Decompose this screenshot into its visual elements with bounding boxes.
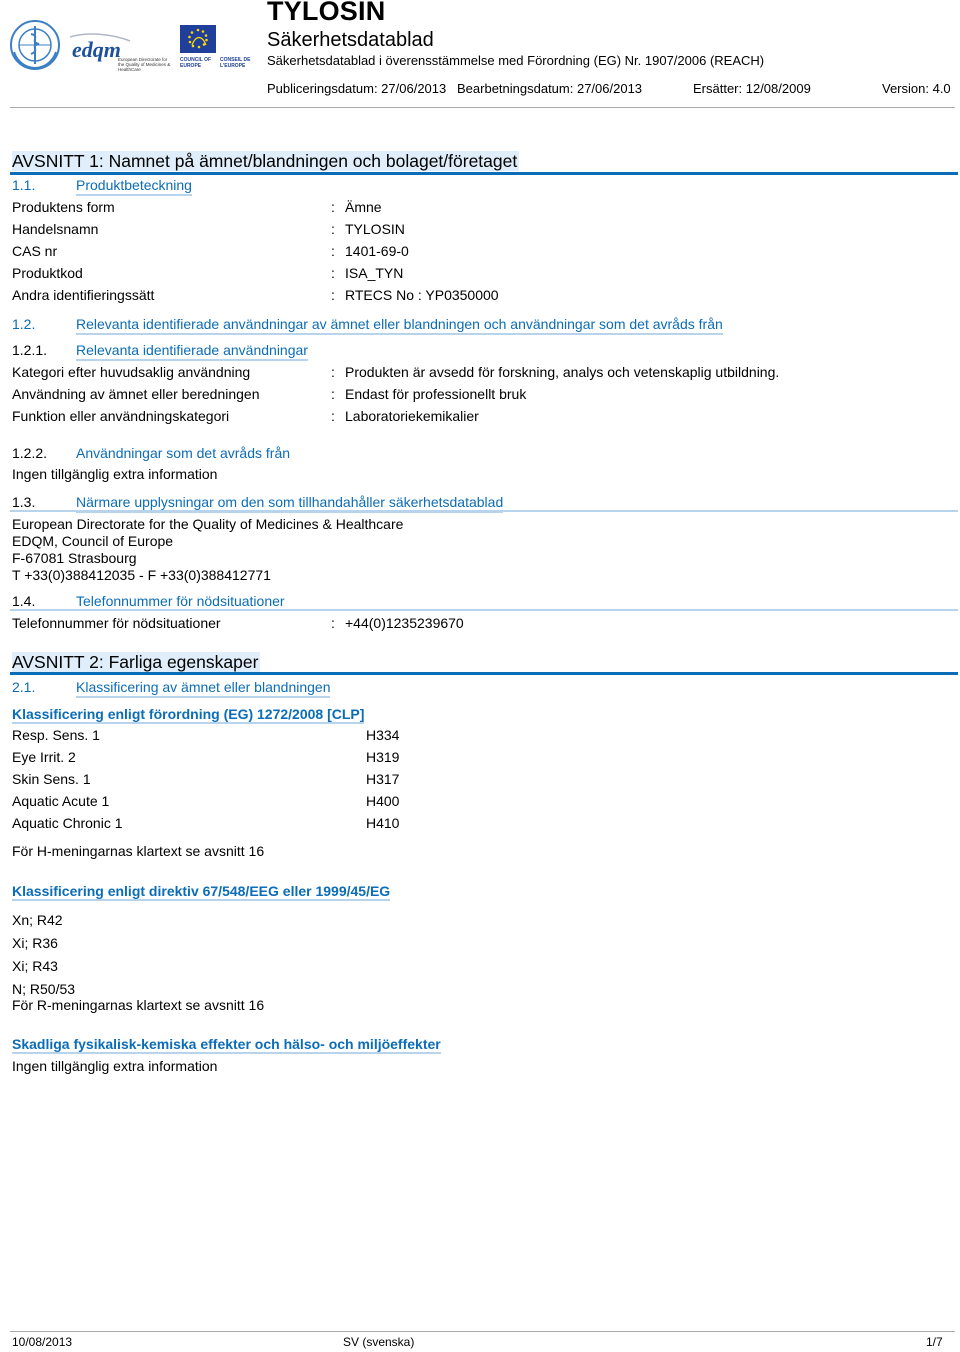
colon: :: [331, 386, 335, 402]
dsd-row: Xi; R36: [12, 935, 58, 951]
colon: :: [331, 221, 335, 237]
emergency-number: +44(0)1235239670: [345, 615, 464, 631]
clp-h-statement: H317: [366, 771, 400, 787]
product-row-value: RTECS No : YP0350000: [345, 287, 499, 303]
use-row-label: Kategori efter huvudsaklig användning: [12, 364, 251, 380]
who-logo: [8, 18, 62, 72]
regulation-line: Säkerhetsdatablad i överensstämmelse med Förordning (EG) Nr. 1907/2006 (REACH): [267, 53, 765, 68]
section-1-title: AVSNITT 1: Namnet på ämnet/blandningen och bolaget/företaget: [12, 151, 518, 171]
colon: :: [331, 199, 335, 215]
dsd-row: N; R50/53: [12, 981, 76, 997]
product-row-label: Produktkod: [12, 265, 83, 281]
footer-language: SV (svenska): [343, 1335, 415, 1349]
colon: :: [331, 615, 335, 631]
use-row-value: Produkten är avsedd för forskning, analys och vetenskaplig utbildning.: [345, 364, 780, 380]
section-2-title: AVSNITT 2: Farliga egenskaper: [12, 652, 259, 672]
product-row-label: Andra identifieringssätt: [12, 287, 155, 303]
clp-h-statement: H400: [366, 793, 400, 809]
footer-date: 10/08/2013: [12, 1335, 73, 1349]
dsd-row: Xi; R43: [12, 958, 58, 974]
document-title: TYLOSIN: [267, 0, 386, 26]
dsd-row: Xn; R42: [12, 912, 63, 928]
dsd-note: För R-meningarnas klartext se avsnitt 16: [12, 997, 265, 1013]
effects-text: Ingen tillgänglig extra information: [12, 1058, 218, 1074]
coe-logo: [180, 25, 262, 73]
section-1-underline: [10, 172, 958, 175]
clp-class: Aquatic Acute 1: [12, 793, 110, 809]
edqm-wordmark: edqm: [72, 37, 121, 62]
published-date: Publiceringsdatum: 27/06/2013: [267, 81, 447, 96]
coe-en: COUNCIL OF EUROPE: [180, 57, 212, 69]
supplier-line: EDQM, Council of Europe: [12, 533, 174, 549]
subsection-1-3: 1.3. Närmare upplysningar om den som tillhandahåller säkerhetsdatablad: [12, 494, 503, 510]
subsection-1-2-1: 1.2.1. Relevanta identifierade användningar: [12, 342, 308, 358]
subsection-1-3-underline: [10, 510, 958, 512]
version: Version: 4.0: [882, 81, 951, 96]
product-row-label: Handelsnamn: [12, 221, 99, 237]
edqm-logo: [70, 33, 172, 73]
subsection-1-4: 1.4. Telefonnummer för nödsituationer: [12, 593, 285, 609]
supplier-block: [12, 516, 403, 584]
advised-against-text: Ingen tillgänglig extra information: [12, 466, 218, 482]
subsection-2-1: 2.1. Klassificering av ämnet eller blandningen: [12, 679, 330, 695]
colon: :: [331, 287, 335, 303]
colon: :: [331, 243, 335, 259]
product-row-value: TYLOSIN: [345, 221, 405, 237]
clp-note: För H-meningarnas klartext se avsnitt 16: [12, 843, 265, 859]
clp-h-statement: H334: [366, 727, 400, 743]
supplier-line: F-67081 Strasbourg: [12, 550, 137, 566]
clp-class: Aquatic Chronic 1: [12, 815, 123, 831]
clp-title: Klassificering enligt förordning (EG) 1272/2008 [CLP]: [12, 706, 365, 722]
section-2-underline: [10, 672, 958, 675]
emergency-label: Telefonnummer för nödsituationer: [12, 615, 221, 631]
dsd-title: Klassificering enligt direktiv 67/548/EEG eller 1999/45/EG: [12, 883, 391, 899]
product-row-value: 1401-69-0: [345, 243, 409, 259]
document-subtitle: Säkerhetsdatablad: [267, 29, 434, 51]
edited-date: Bearbetningsdatum: 27/06/2013: [457, 81, 643, 96]
clp-class: Resp. Sens. 1: [12, 727, 100, 743]
subsection-1-4-underline: [10, 609, 958, 611]
supplier-line: T +33(0)388412035 - F +33(0)388412771: [12, 567, 271, 583]
colon: :: [331, 265, 335, 281]
clp-class: Eye Irrit. 2: [12, 749, 76, 765]
coe-fr: CONSEIL DE L'EUROPE: [220, 57, 251, 69]
colon: :: [331, 364, 335, 380]
clp-h-statement: H410: [366, 815, 400, 831]
header-divider: [10, 107, 955, 108]
clp-h-statement: H319: [366, 749, 400, 765]
effects-title: Skadliga fysikalisk-kemiska effekter och hälso- och miljöeffekter: [12, 1036, 441, 1052]
product-row-value: Ämne: [345, 199, 382, 215]
subsection-1-2: 1.2. Relevanta identifierade användningar av ämnet eller blandningen och användningar som det avråds från: [12, 316, 723, 332]
use-row-label: Funktion eller användningskategori: [12, 408, 230, 424]
replaces-date: Ersätter: 12/08/2009: [693, 81, 811, 96]
product-row-label: Produktens form: [12, 199, 115, 215]
use-row-value: Endast för professionellt bruk: [345, 386, 527, 402]
footer-divider: [10, 1331, 955, 1332]
product-row-value: ISA_TYN: [345, 265, 404, 281]
edqm-caption: European Directorate for the Quality of Medicines & HealthCare: [118, 57, 171, 72]
eu-flag-icon: [180, 25, 216, 53]
subsection-1-2-2: 1.2.2. Användningar som det avråds från: [12, 445, 291, 461]
use-row-label: Användning av ämnet eller beredningen: [12, 386, 260, 402]
footer-page-number: 1/7: [926, 1335, 943, 1349]
colon: :: [331, 408, 335, 424]
use-row-value: Laboratoriekemikalier: [345, 408, 479, 424]
subsection-1-1: 1.1. Produktbeteckning: [12, 177, 192, 193]
product-row-label: CAS nr: [12, 243, 58, 259]
clp-class: Skin Sens. 1: [12, 771, 91, 787]
supplier-line: European Directorate for the Quality of Medicines & Healthcare: [12, 516, 404, 532]
